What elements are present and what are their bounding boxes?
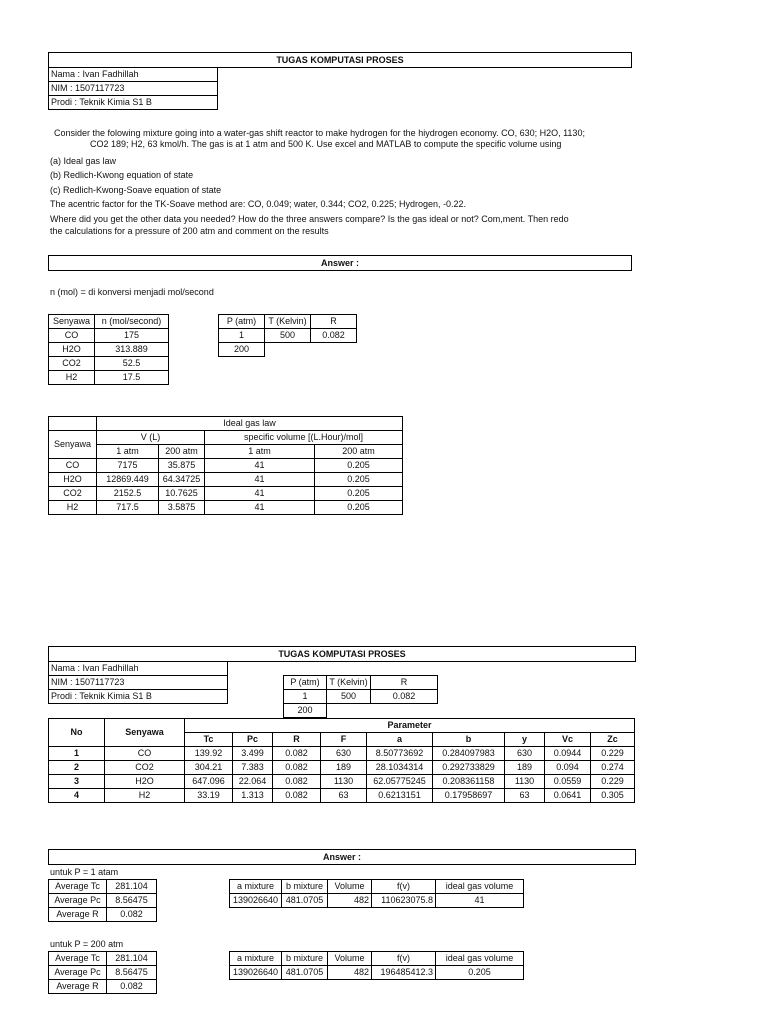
cell: 200 <box>219 343 265 357</box>
ideal-title: Ideal gas law <box>97 417 403 431</box>
cell: Volume <box>328 880 372 894</box>
cell: 52.5 <box>95 357 169 371</box>
cell: 313.889 <box>95 343 169 357</box>
cell: 482 <box>328 966 372 980</box>
cell: 0.0559 <box>545 775 591 789</box>
sheet-title: TUGAS KOMPUTASI PROSES <box>278 649 406 659</box>
cell: 110623075.8 <box>372 894 436 908</box>
table-row <box>49 343 169 357</box>
cell: 62.05775245 <box>367 775 433 789</box>
problem-line-2: CO2 189; H2, 63 kmol/h. The gas is at 1 atm and 500 K. Use excel and MATLAB to compute the specific volume using <box>90 139 562 149</box>
table-row <box>49 357 169 371</box>
cell: 139.92 <box>185 747 233 761</box>
cell: 2152.5 <box>97 487 159 501</box>
cell: 10.7625 <box>159 487 205 501</box>
table-row <box>49 487 403 501</box>
problem-question-2: the calculations for a pressure of 200 atm and comment on the results <box>50 226 329 236</box>
cell: 0.0944 <box>545 747 591 761</box>
cell: a mixture <box>230 880 282 894</box>
student-nim: NIM : 1507117723 <box>49 82 218 96</box>
param-col-a: a <box>367 733 433 747</box>
p200-averages <box>48 951 157 994</box>
cell: 8.50773692 <box>367 747 433 761</box>
cell: 0.082 <box>273 789 321 803</box>
cell: CO2 <box>49 357 95 371</box>
cell: 0.205 <box>436 966 524 980</box>
cell: 481.0705 <box>282 894 328 908</box>
cell: 630 <box>321 747 367 761</box>
cell: 41 <box>205 473 315 487</box>
cell: 41 <box>205 459 315 473</box>
cell: H2 <box>49 371 95 385</box>
cell: 200 <box>284 704 327 718</box>
cell: 500 <box>265 329 311 343</box>
param-col-zc: Zc <box>591 733 635 747</box>
cell: f(v) <box>372 952 436 966</box>
param-col-tc: Tc <box>185 733 233 747</box>
cell: 63 <box>505 789 545 803</box>
cell: ideal gas volume <box>436 952 524 966</box>
flow-header-n: n (mol/second) <box>95 315 169 329</box>
cell: 17.5 <box>95 371 169 385</box>
cell: 0.082 <box>273 775 321 789</box>
cell: 0.229 <box>591 747 635 761</box>
cell: 63 <box>321 789 367 803</box>
cell: 189 <box>505 761 545 775</box>
cell: Average Pc <box>49 966 107 980</box>
cell: 139026640 <box>230 894 282 908</box>
cell: CO <box>49 459 97 473</box>
cell: 1 <box>284 690 327 704</box>
cell: Average R <box>49 908 107 922</box>
empty-cell <box>371 704 438 718</box>
cell: H2O <box>49 343 95 357</box>
cell: 33.19 <box>185 789 233 803</box>
cell: 304.21 <box>185 761 233 775</box>
flow-table <box>48 314 169 385</box>
cell: 0.082 <box>371 690 438 704</box>
cell: 4 <box>49 789 105 803</box>
cell: H2O <box>49 473 97 487</box>
cell: 0.205 <box>315 501 403 515</box>
cell: 175 <box>95 329 169 343</box>
cell: Average Tc <box>49 952 107 966</box>
p200-label: untuk P = 200 atm <box>50 939 124 949</box>
ideal-header-sv: specific volume [(L.Hour)/mol] <box>205 431 403 445</box>
param-col-pc: Pc <box>233 733 273 747</box>
cell: 7175 <box>97 459 159 473</box>
cell: 481.0705 <box>282 966 328 980</box>
cell: H2 <box>105 789 185 803</box>
student-prodi: Prodi : Teknik Kimia S1 B <box>49 96 218 110</box>
ideal-gas-table <box>48 416 403 515</box>
problem-acentric: The acentric factor for the TK-Soave method are: CO, 0.049; water, 0.344; CO2, 0.225; Hydrogen, -0.22. <box>50 199 467 209</box>
p1-results <box>229 879 524 908</box>
cell: 717.5 <box>97 501 159 515</box>
cell: CO <box>105 747 185 761</box>
cell: 500 <box>327 690 371 704</box>
table-row <box>49 501 403 515</box>
cell: 0.17958697 <box>433 789 505 803</box>
cond-header-t: T (Kelvin) <box>265 315 311 329</box>
problem-question-1: Where did you get the other data you needed? How do the three answers compare? Is the gas ideal or not? Com,ment. Then redo <box>50 214 569 224</box>
cell: b mixture <box>282 880 328 894</box>
sheet-title: TUGAS KOMPUTASI PROSES <box>276 55 404 65</box>
cond-header-r: R <box>371 676 438 690</box>
cell: b mixture <box>282 952 328 966</box>
answer-bar-1 <box>48 255 632 271</box>
cell: 7.383 <box>233 761 273 775</box>
empty-cell <box>327 704 371 718</box>
cell: 647.096 <box>185 775 233 789</box>
cell: 0.205 <box>315 473 403 487</box>
cell: 12869.449 <box>97 473 159 487</box>
cell: 0.082 <box>311 329 357 343</box>
cell: 41 <box>205 487 315 501</box>
param-col-vc: Vc <box>545 733 591 747</box>
cell: 41 <box>436 894 524 908</box>
p1-label: untuk P = 1 atam <box>50 867 119 877</box>
table-row <box>49 789 635 803</box>
cell: 630 <box>505 747 545 761</box>
cell: 0.094 <box>545 761 591 775</box>
cell: 8.56475 <box>107 894 157 908</box>
empty-cell <box>49 417 97 431</box>
param-col-r: R <box>273 733 321 747</box>
cell: Average R <box>49 980 107 994</box>
cell: 1 <box>219 329 265 343</box>
cell: 0.292733829 <box>433 761 505 775</box>
title-bar-1 <box>48 52 632 68</box>
cell: 139026640 <box>230 966 282 980</box>
table-row <box>49 473 403 487</box>
problem-c: (c) Redlich-Kwong-Soave equation of state <box>50 185 222 195</box>
student-name: Nama : Ivan Fadhillah <box>49 68 218 82</box>
cell: CO2 <box>49 487 97 501</box>
cell: H2 <box>49 501 97 515</box>
cell: 0.082 <box>273 761 321 775</box>
empty-cell <box>265 343 311 357</box>
cell: CO <box>49 329 95 343</box>
cell: Average Pc <box>49 894 107 908</box>
problem-a: (a) Ideal gas law <box>50 156 117 166</box>
cell: 189 <box>321 761 367 775</box>
cell: 28.1034314 <box>367 761 433 775</box>
table-row <box>49 329 169 343</box>
param-header-no: No <box>49 719 105 747</box>
cell: 0.305 <box>591 789 635 803</box>
cell: 0.229 <box>591 775 635 789</box>
param-col-b: b <box>433 733 505 747</box>
cell: 0.082 <box>107 908 157 922</box>
table-row <box>49 371 169 385</box>
flow-header-senyawa: Senyawa <box>49 315 95 329</box>
table-row <box>49 775 635 789</box>
problem-line-1: Consider the folowing mixture going into a water-gas shift reactor to make hydrogen for the hiydrogen economy. CO, 630; H2O, 1130; <box>54 128 585 138</box>
cell: 1 <box>49 747 105 761</box>
table-row <box>49 747 635 761</box>
conversion-note: n (mol) = di konversi menjadi mol/second <box>50 287 214 297</box>
cell: 0.0641 <box>545 789 591 803</box>
ideal-sub-2: 200 atm <box>159 445 205 459</box>
cell: Average Tc <box>49 880 107 894</box>
cell: 1130 <box>321 775 367 789</box>
cell: 1130 <box>505 775 545 789</box>
cell: f(v) <box>372 880 436 894</box>
param-header-group: Parameter <box>185 719 635 733</box>
cell: 482 <box>328 894 372 908</box>
answer-label: Answer : <box>322 852 361 862</box>
problem-b: (b) Redlich-Kwong equation of state <box>50 170 194 180</box>
cell: 196485412.3 <box>372 966 436 980</box>
cell: 3.5875 <box>159 501 205 515</box>
cell: ideal gas volume <box>436 880 524 894</box>
parameter-table <box>48 718 635 803</box>
cell: 64.34725 <box>159 473 205 487</box>
title-bar-2 <box>48 646 636 662</box>
cell: 2 <box>49 761 105 775</box>
cell: 1.313 <box>233 789 273 803</box>
cell: 0.205 <box>315 487 403 501</box>
ideal-header-senyawa: Senyawa <box>49 431 97 459</box>
cond-header-t: T (Kelvin) <box>327 676 371 690</box>
cond-header-r: R <box>311 315 357 329</box>
cell: 0.274 <box>591 761 635 775</box>
cell: 35.875 <box>159 459 205 473</box>
table-row <box>49 459 403 473</box>
p200-results <box>229 951 524 980</box>
cell: 0.6213151 <box>367 789 433 803</box>
conditions-table-2 <box>283 675 438 718</box>
cell: H2O <box>105 775 185 789</box>
student-info-1 <box>48 67 218 110</box>
param-header-senyawa: Senyawa <box>105 719 185 747</box>
answer-bar-2 <box>48 849 636 865</box>
cell: a mixture <box>230 952 282 966</box>
cell: 41 <box>205 501 315 515</box>
cell: 281.104 <box>107 952 157 966</box>
cell: 0.284097983 <box>433 747 505 761</box>
student-prodi: Prodi : Teknik Kimia S1 B <box>49 690 228 704</box>
ideal-sub-4: 200 atm <box>315 445 403 459</box>
student-name: Nama : Ivan Fadhillah <box>49 662 228 676</box>
ideal-sub-1: 1 atm <box>97 445 159 459</box>
cell: 0.082 <box>273 747 321 761</box>
ideal-sub-3: 1 atm <box>205 445 315 459</box>
cell: CO2 <box>105 761 185 775</box>
cell: 0.208361158 <box>433 775 505 789</box>
conditions-table-1 <box>218 314 357 357</box>
table-row <box>49 761 635 775</box>
cell: 3 <box>49 775 105 789</box>
ideal-header-v: V (L) <box>97 431 205 445</box>
param-col-f: F <box>321 733 367 747</box>
cell: 3.499 <box>233 747 273 761</box>
empty-cell <box>311 343 357 357</box>
student-info-2 <box>48 661 228 704</box>
cell: 281.104 <box>107 880 157 894</box>
student-nim: NIM : 1507117723 <box>49 676 228 690</box>
cond-header-p: P (atm) <box>284 676 327 690</box>
param-col-y: y <box>505 733 545 747</box>
cell: 0.205 <box>315 459 403 473</box>
cell: 0.082 <box>107 980 157 994</box>
cell: Volume <box>328 952 372 966</box>
cell: 22.064 <box>233 775 273 789</box>
cell: 8.56475 <box>107 966 157 980</box>
p1-averages <box>48 879 157 922</box>
answer-label: Answer : <box>320 258 359 268</box>
cond-header-p: P (atm) <box>219 315 265 329</box>
